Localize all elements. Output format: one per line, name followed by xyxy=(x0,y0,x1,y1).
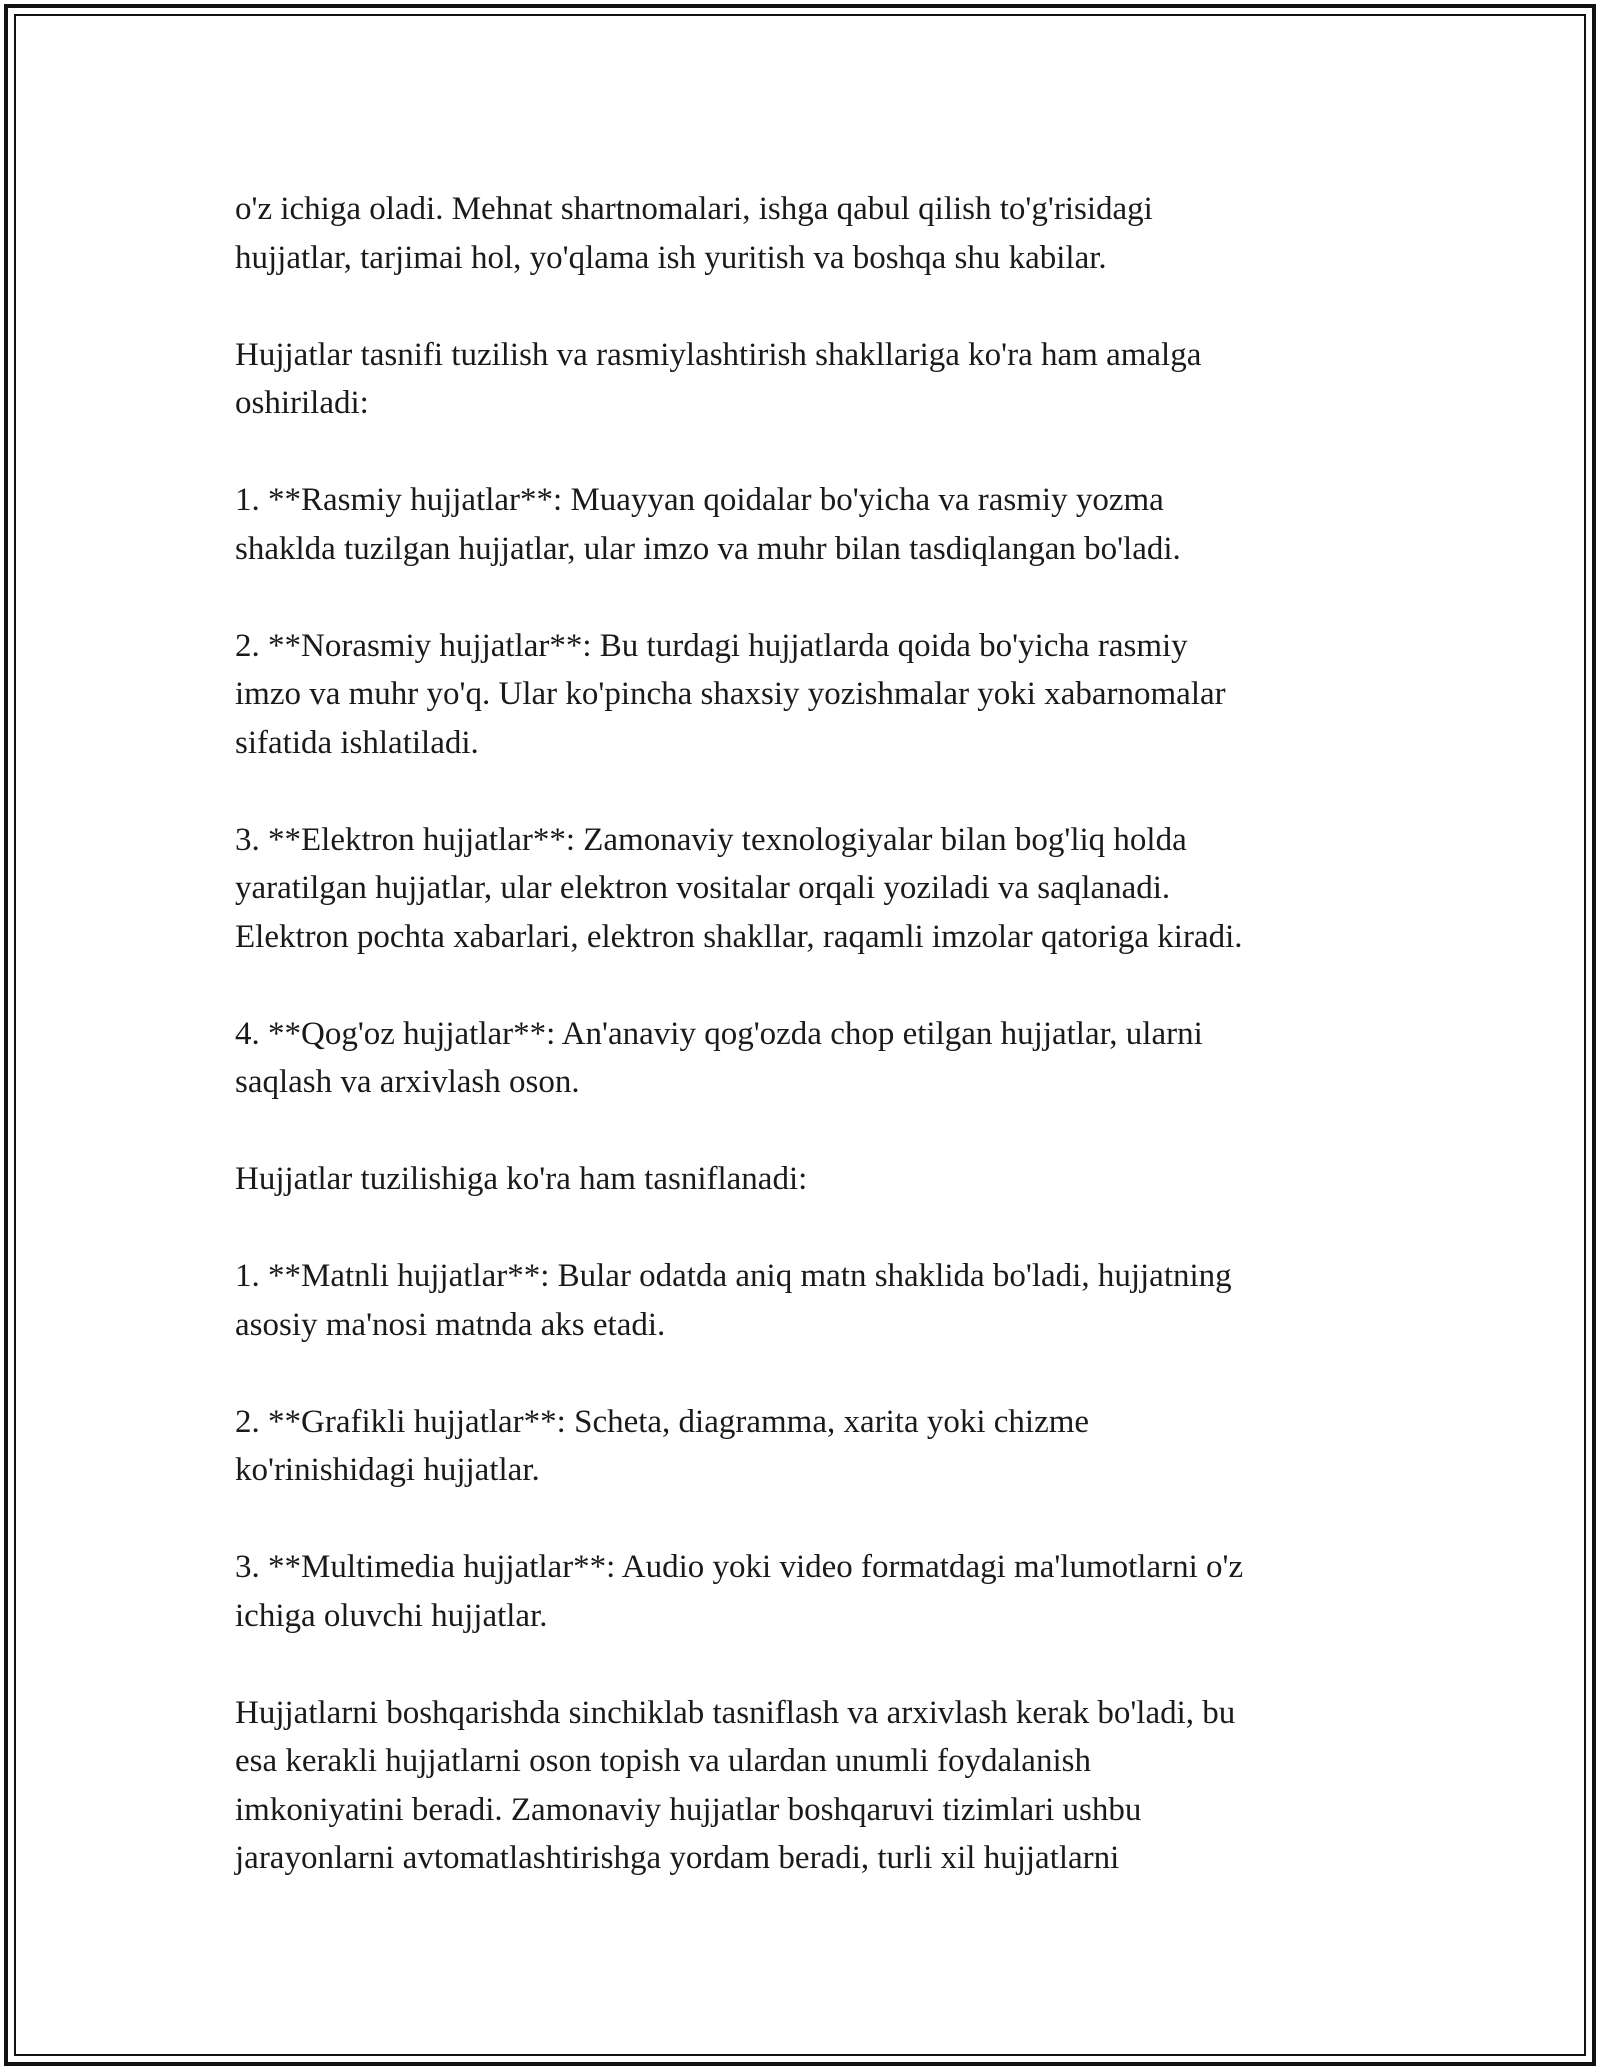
text-line: Hujjatlar tuzilishiga ko'ra ham tasniflanadi: xyxy=(235,1161,808,1197)
paragraph xyxy=(235,476,1365,573)
text-line: 4. **Qog'oz hujjatlar**: An'anaviy qog'ozda chop etilgan hujjatlar, ularni xyxy=(235,1015,1203,1052)
paragraph xyxy=(235,1010,1365,1107)
text-line: Hujjatlar tasnifi tuzilish va rasmiylashtirish shakllariga ko'ra ham amalga xyxy=(235,336,1202,373)
text-line: 3. **Elektron hujjatlar**: Zamonaviy texnologiyalar bilan bog'liq holda xyxy=(235,821,1187,858)
text-line: 2. **Norasmiy hujjatlar**: Bu turdagi hujjatlarda qoida bo'yicha rasmiy xyxy=(235,627,1188,664)
text-line: o'z ichiga oladi. Mehnat shartnomalari, ishga qabul qilish to'g'risidagi xyxy=(235,191,1153,227)
text-line: ichiga oluvchi hujjatlar. xyxy=(235,1597,548,1634)
document-body xyxy=(235,185,1365,1883)
text-line: imkoniyatini beradi. Zamonaviy hujjatlar boshqaruvi tizimlari ushbu xyxy=(235,1791,1142,1828)
text-line: jarayonlarni avtomatlashtirishga yordam beradi, turli xil hujjatlarni xyxy=(235,1840,1120,1876)
text-line: asosiy ma'nosi matnda aks etadi. xyxy=(235,1306,666,1343)
text-line: Hujjatlarni boshqarishda sinchiklab tasniflash va arxivlash kerak bo'ladi, bu xyxy=(235,1694,1236,1731)
paragraph xyxy=(235,1398,1365,1495)
text-line: 1. **Matnli hujjatlar**: Bular odatda aniq matn shaklida bo'ladi, hujjatning xyxy=(235,1258,1232,1294)
text-line: yaratilgan hujjatlar, ular elektron vositalar orqali yoziladi va saqlanadi. xyxy=(235,870,1171,906)
text-line: 2. **Grafikli hujjatlar**: Scheta, diagramma, xarita yoki chizme xyxy=(235,1403,1090,1440)
text-line: esa kerakli hujjatlarni oson topish va ulardan unumli foydalanish xyxy=(235,1743,1091,1779)
text-line: saqlash va arxivlash oson. xyxy=(235,1064,580,1100)
paragraph xyxy=(235,816,1365,962)
text-line: Elektron pochta xabarlari, elektron shakllar, raqamli imzolar qatoriga kiradi. xyxy=(235,918,1243,955)
paragraph xyxy=(235,185,1365,282)
text-line: imzo va muhr yo'q. Ular ko'pincha shaxsiy yozishmalar yoki xabarnomalar xyxy=(235,676,1226,712)
text-line: 3. **Multimedia hujjatlar**: Audio yoki video formatdagi ma'lumotlarni o'z xyxy=(235,1549,1244,1585)
text-line: hujjatlar, tarjimai hol, yo'qlama ish yuritish va boshqa shu kabilar. xyxy=(235,239,1107,276)
paragraph xyxy=(235,1155,1365,1204)
text-line: sifatida ishlatiladi. xyxy=(235,724,479,761)
paragraph xyxy=(235,331,1365,428)
text-line: 1. **Rasmiy hujjatlar**: Muayyan qoidalar bo'yicha va rasmiy yozma xyxy=(235,482,1164,518)
text-line: shaklda tuzilgan hujjatlar, ular imzo va muhr bilan tasdiqlangan bo'ladi. xyxy=(235,530,1181,567)
text-line: oshiriladi: xyxy=(235,385,369,421)
paragraph xyxy=(235,1252,1365,1349)
paragraph xyxy=(235,622,1365,768)
paragraph xyxy=(235,1689,1365,1883)
text-line: ko'rinishidagi hujjatlar. xyxy=(235,1452,540,1488)
paragraph xyxy=(235,1543,1365,1640)
